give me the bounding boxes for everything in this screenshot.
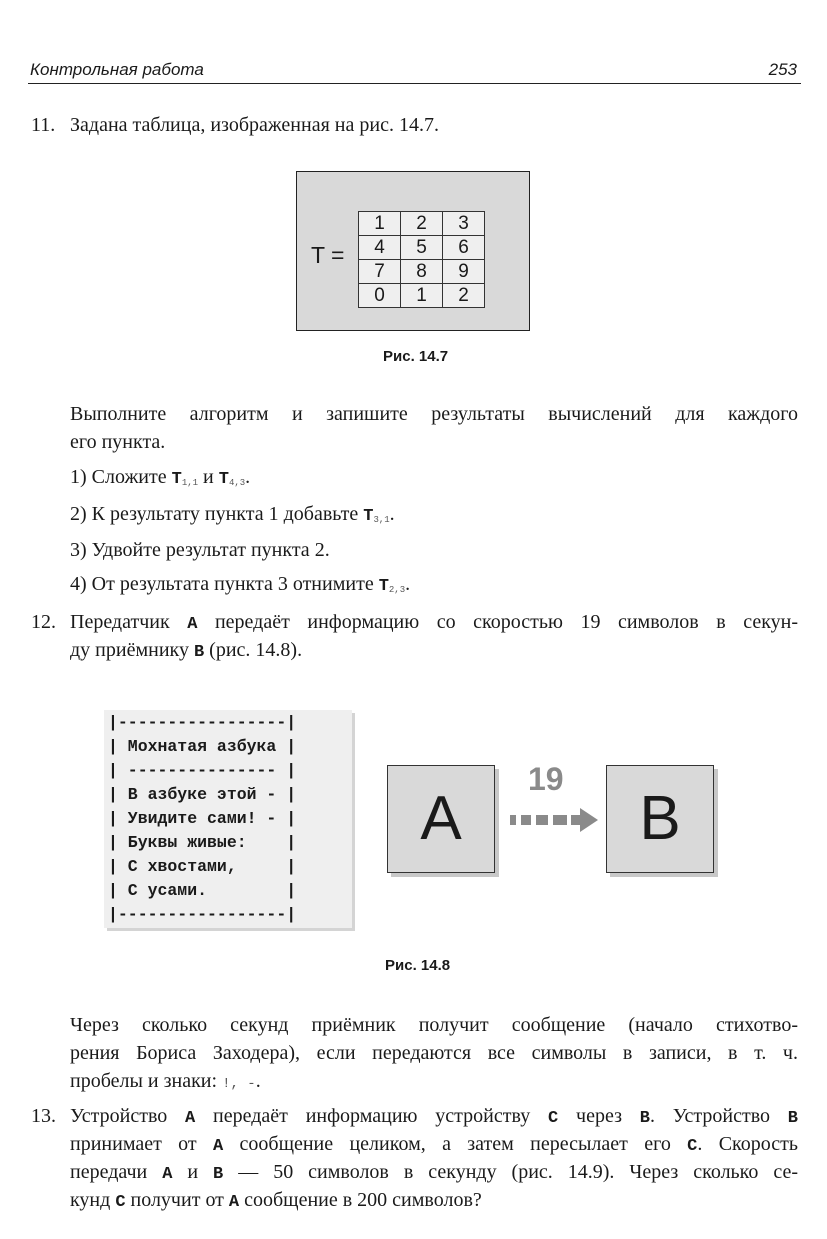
task-11-instruction-line-2: его пункта. xyxy=(70,431,166,453)
poem-line: | Мохнатая азбука | xyxy=(108,737,297,756)
device-b-ref: B xyxy=(193,643,205,662)
task-13-line-3: передачи A и B — 50 символов в секунду (рис. 14.9). Через сколько се- xyxy=(70,1161,799,1184)
poem-line: | Буквы живые: | xyxy=(108,833,297,852)
var-index: 1,1 xyxy=(181,478,199,488)
matrix-cell: 2 xyxy=(443,284,485,308)
matrix-row xyxy=(359,236,485,260)
matrix-cell: 8 xyxy=(401,260,443,284)
task-12-number: 12. xyxy=(31,611,56,633)
figure-14-8-caption: Рис. 14.8 xyxy=(385,957,451,974)
task-13-line-4: кунд C получит от A сообщение в 200 символов? xyxy=(70,1189,482,1212)
task-12-question-line-2: рения Бориса Заходера), если передаются все символы в записи, в т. ч. xyxy=(70,1042,798,1064)
step-text: . xyxy=(389,503,395,525)
matrix-cell: 7 xyxy=(359,260,401,284)
signs: !, - xyxy=(222,1076,256,1092)
matrix-row xyxy=(359,260,485,284)
matrix-cell: 5 xyxy=(401,236,443,260)
task-12-question-line-3: пробелы и знаки: !, -. xyxy=(70,1070,261,1092)
task-12-line-1: Передатчик A передаёт информацию со скоростью 19 символов в секун- xyxy=(70,611,799,634)
step-1 xyxy=(70,462,250,498)
var-index: 3,1 xyxy=(373,515,390,525)
matrix-table xyxy=(358,211,485,308)
step-3 xyxy=(70,535,330,565)
step-text: 2) К результату пункта 1 добавьте xyxy=(70,503,364,525)
var-t: T xyxy=(363,507,374,526)
step-text: 4) От результата пункта 3 отнимите xyxy=(70,573,379,595)
header-rule xyxy=(28,83,801,84)
matrix-cell: 1 xyxy=(359,212,401,236)
step-text: 3) Удвойте результат пункта 2. xyxy=(70,539,330,561)
transfer-rate-label: 19 xyxy=(528,761,564,797)
running-head: Контрольная работа xyxy=(30,60,204,79)
task-11-number: 11. xyxy=(31,114,56,136)
poem-line: |-----------------| xyxy=(108,713,297,732)
page-number: 253 xyxy=(768,60,797,79)
task-11-instruction-line-1: Выполните алгоритм и запишите результаты вычислений для каждого xyxy=(70,403,798,425)
task-13-line-2: принимает от A сообщение целиком, а затем пересылает его C. Скорость xyxy=(70,1133,798,1156)
matrix-cell: 0 xyxy=(359,284,401,308)
device-a-ref: A xyxy=(187,615,198,634)
step-text: и xyxy=(198,466,219,488)
var-t: T xyxy=(171,470,182,489)
task-11-text: Задана таблица, изображенная на рис. 14.7. xyxy=(70,114,439,136)
matrix-row xyxy=(359,284,485,308)
device-a-box: A xyxy=(387,765,495,873)
var-t: T xyxy=(218,470,229,489)
task-13-line-1: Устройство A передаёт информацию устройству C через B. Устройство B xyxy=(70,1105,798,1128)
task-12-question-line-1: Через сколько секунд приёмник получит сообщение (начало стихотво- xyxy=(70,1014,798,1036)
poem-line: | В азбуке этой - | xyxy=(108,785,297,804)
matrix-cell: 6 xyxy=(443,236,485,260)
matrix-row xyxy=(359,212,485,236)
step-2 xyxy=(70,499,395,535)
step-text: 1) Сложите xyxy=(70,466,172,488)
poem-line: |-----------------| xyxy=(108,905,297,924)
matrix-label: T = xyxy=(311,242,345,268)
matrix-cell: 3 xyxy=(443,212,485,236)
matrix-cell: 9 xyxy=(443,260,485,284)
poem-line: | С хвостами, | xyxy=(108,857,297,876)
task-12-line-2: ду приёмнику B (рис. 14.8). xyxy=(70,639,303,662)
matrix-cell: 1 xyxy=(401,284,443,308)
task-13-number: 13. xyxy=(31,1105,56,1127)
step-text: . xyxy=(245,466,251,488)
var-index: 2,3 xyxy=(388,585,406,595)
step-4 xyxy=(70,569,410,605)
matrix-cell: 4 xyxy=(359,236,401,260)
figure-14-7-caption: Рис. 14.7 xyxy=(383,348,449,365)
matrix-cell: 2 xyxy=(401,212,443,236)
poem-line: | С усами. | xyxy=(108,881,297,900)
step-text: . xyxy=(405,573,411,595)
poem-line: | --------------- | xyxy=(108,761,297,780)
device-b-box: B xyxy=(606,765,714,873)
transfer-arrow-icon xyxy=(508,806,600,834)
var-t: T xyxy=(378,577,389,596)
var-index: 4,3 xyxy=(228,478,246,488)
poem-line: | Увидите сами! - | xyxy=(108,809,297,828)
